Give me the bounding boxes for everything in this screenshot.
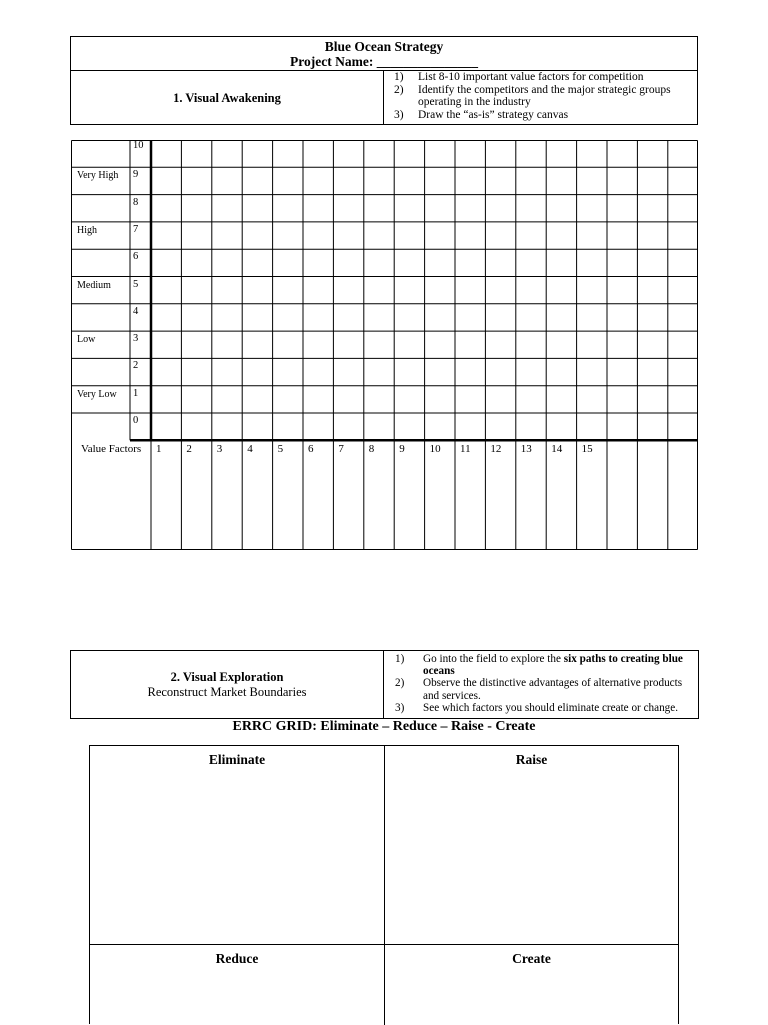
- factor-number: 5: [277, 443, 284, 456]
- step-number: 3): [394, 108, 404, 121]
- level-number: 8: [133, 196, 139, 208]
- strategy-canvas-grid: [71, 140, 698, 551]
- errc-raise-label: Raise: [515, 752, 548, 767]
- section2-heading: [71, 651, 384, 718]
- step-number: 3): [395, 701, 405, 714]
- strategy-canvas: [71, 140, 698, 550]
- section2-step: [384, 702, 698, 714]
- section1-step: [383, 84, 697, 109]
- level-label: High: [77, 224, 97, 236]
- factor-number: 12: [490, 443, 502, 456]
- errc-cell-raise: [385, 746, 678, 945]
- factor-number: 3: [216, 443, 223, 456]
- factor-number: 2: [186, 443, 192, 456]
- factor-number: 7: [338, 443, 344, 456]
- factor-number: 1: [156, 443, 162, 456]
- step-number: 1): [395, 653, 405, 665]
- level-number: 10: [133, 140, 144, 151]
- level-number: 0: [133, 415, 139, 426]
- level-label: Very High: [77, 170, 119, 182]
- factor-number: 15: [581, 443, 593, 456]
- level-number: 7: [133, 223, 139, 235]
- step-text: Go into the field to explore the: [423, 653, 564, 665]
- errc-create-label: Create: [512, 951, 551, 966]
- errc-grid: [89, 745, 679, 1024]
- level-label: Medium: [77, 279, 111, 291]
- section1-title: 1. Visual Awakening: [71, 71, 384, 125]
- section1-step-list: [383, 71, 697, 121]
- errc-reduce-label: Reduce: [215, 951, 259, 966]
- header-box: [70, 36, 698, 125]
- factor-number: 6: [308, 443, 314, 456]
- section1-step: [383, 71, 697, 84]
- factor-number: 13: [520, 443, 532, 456]
- step-text: Identify the competitors and the major strategic groups operating in the industry: [418, 83, 671, 108]
- section1-step: [383, 109, 697, 122]
- factor-number: 14: [551, 443, 563, 456]
- factor-number: 9: [399, 443, 405, 456]
- step-text: List 8-10 important value factors for competition: [418, 71, 644, 83]
- step-number: 2): [394, 83, 404, 96]
- level-label: Low: [77, 334, 96, 346]
- level-number: 2: [133, 360, 139, 372]
- level-label: Very Low: [77, 388, 117, 400]
- level-number: 4: [133, 305, 139, 317]
- level-number: 1: [133, 387, 139, 399]
- errc-cell-eliminate: [90, 746, 385, 945]
- factor-number: 10: [429, 443, 441, 456]
- section2-step-list: [384, 653, 698, 714]
- level-number: 6: [133, 251, 139, 263]
- value-factors-label: Value Factors: [81, 443, 142, 456]
- section2-title: 2. Visual Exploration: [170, 670, 284, 684]
- step-number: 1): [394, 71, 404, 83]
- level-number: 9: [133, 169, 139, 181]
- section1-steps: [383, 71, 697, 125]
- step-text: Draw the “as-is” strategy canvas: [418, 108, 569, 121]
- section2-step: [384, 653, 698, 677]
- step-text: Observe the distinctive advantages of alternative products and services.: [423, 677, 683, 702]
- section2-steps: [384, 651, 698, 718]
- errc-cell-create: [385, 945, 678, 1025]
- section2-subtitle: Reconstruct Market Boundaries: [147, 685, 307, 699]
- title-bar: [71, 37, 697, 71]
- level-number: 3: [133, 333, 139, 345]
- errc-cell-reduce: [90, 945, 385, 1025]
- factor-number: 4: [247, 443, 253, 456]
- level-number: 5: [133, 278, 139, 290]
- step-number: 2): [395, 677, 405, 690]
- step-text-bold: six paths to creating blue oceans: [423, 653, 683, 678]
- errc-grid-title: ERRC GRID: Eliminate – Reduce – Raise - Create: [232, 719, 536, 734]
- factor-number: 8: [368, 443, 375, 456]
- errc-eliminate-label: Eliminate: [208, 752, 266, 767]
- section2-step: [384, 677, 698, 701]
- section2-box: [70, 650, 699, 719]
- document-title: Blue Ocean Strategy: [324, 39, 444, 54]
- project-name-field: Project Name: _______________: [290, 54, 478, 69]
- factor-number: 11: [460, 443, 471, 456]
- step-text: See which factors you should eliminate create or change.: [423, 701, 679, 714]
